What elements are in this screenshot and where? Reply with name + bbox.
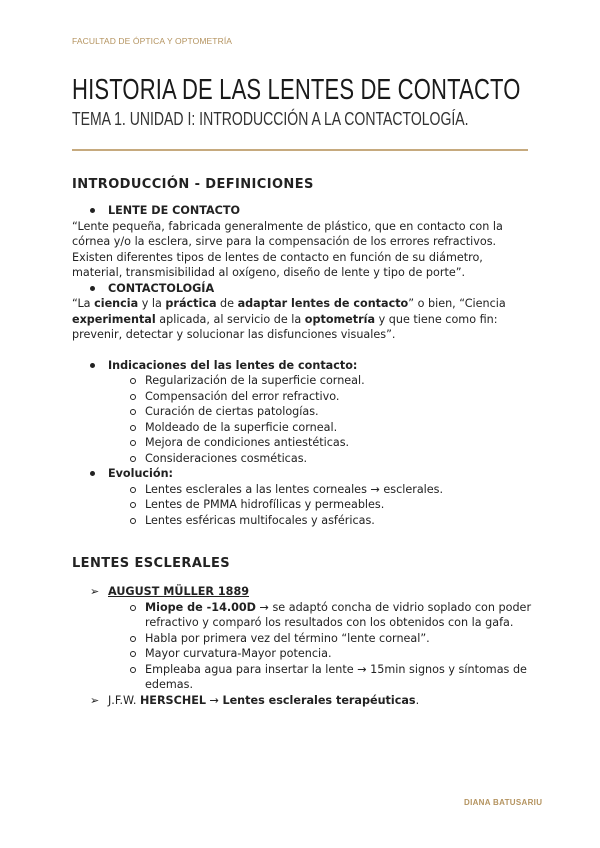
circle-bullet-icon (130, 378, 136, 384)
bullet-dot-icon (90, 471, 95, 476)
sub-item-text: Consideraciones cosméticas. (145, 451, 308, 465)
sub-item (72, 451, 532, 467)
sub-item-text: Lentes de PMMA hidrofílicas y permeables. (145, 498, 385, 511)
sub-item (72, 497, 532, 513)
circle-bullet-icon (130, 667, 136, 673)
sub-item (72, 482, 532, 498)
lente-definition: “Lente pequeña, fabricada generalmente de plástico, que en contacto con la córnea y/o la esclera, sirve para la compensación de los errores refractivos. Existen diferentes tipos de lentes de contacto en función de su diámetro, material, transmisibilidad al oxígeno, diseño de lente y tipo de porte”. (72, 219, 503, 279)
def-bold-ciencia: ciencia (94, 297, 139, 310)
sub-item-text: Lentes esféricas multifocales y asféricas. (145, 513, 375, 527)
sub-item (72, 435, 532, 451)
sub-item (72, 646, 532, 662)
herschel-arrow: → (205, 693, 223, 707)
sub-item-text: Mejora de condiciones antiestéticas. (145, 436, 350, 449)
herschel-end: . (415, 693, 420, 707)
sub-item (72, 600, 532, 631)
sub-item (72, 373, 532, 389)
bullet-indicaciones (72, 358, 532, 374)
sub-item (72, 662, 532, 693)
faculty-label: FACULTAD DE ÓPTICA Y OPTOMETRÍA (72, 36, 233, 46)
sub-item (72, 404, 532, 420)
def-bold-optometria: optometría (304, 312, 376, 326)
def-bold-experimental: experimental (72, 312, 156, 326)
bullet-dot-icon (90, 363, 95, 368)
arrow-item-herschel (72, 693, 532, 709)
sub-item (72, 631, 532, 647)
arrow-bullet-icon: ➢ (90, 585, 100, 598)
sub-item-bold: Miope de -14.00D (145, 600, 256, 614)
arrow-bullet-icon: ➢ (90, 693, 100, 707)
def-text: ” o bien, “Ciencia (408, 297, 506, 310)
def-text: de (216, 297, 238, 310)
sub-item (72, 389, 532, 405)
def-text: y la (138, 297, 166, 310)
circle-bullet-icon (130, 394, 136, 400)
lente-label: LENTE DE CONTACTO (108, 204, 240, 217)
sub-item (72, 513, 532, 529)
bullet-evolucion (72, 466, 532, 482)
circle-bullet-icon (130, 425, 136, 431)
circle-bullet-icon (130, 487, 136, 493)
sub-item-text: Curación de ciertas patologías. (145, 405, 319, 418)
section-heading-esclerales: LENTES ESCLERALES (72, 556, 231, 571)
herschel-prefix: J.F.W. (108, 693, 140, 707)
sub-item-text: Compensación del error refractivo. (145, 389, 340, 403)
sub-item-text: Empleaba agua para insertar la lente → 15min signos y síntomas de edemas. (145, 662, 527, 691)
def-text: aplicada, al servicio de la (155, 312, 305, 326)
evolucion-label: Evolución: (108, 467, 174, 480)
bullet-contactologia (72, 281, 532, 297)
sub-item-text: Lentes esclerales a las lentes corneales → esclerales. (145, 482, 444, 496)
circle-bullet-icon (130, 636, 136, 642)
page-title: HISTORIA DE LAS LENTES DE CONTACTO (72, 74, 521, 106)
sub-item-text: Moldeado de la superficie corneal. (145, 420, 338, 434)
bullet-dot-icon (90, 286, 95, 291)
contactologia-label: CONTACTOLOGÍA (108, 281, 215, 295)
circle-bullet-icon (130, 651, 136, 657)
document-body (72, 177, 532, 708)
sub-item-text: Mayor curvatura-Mayor potencia. (145, 647, 332, 660)
circle-bullet-icon (130, 440, 136, 446)
circle-bullet-icon (130, 409, 136, 415)
circle-bullet-icon (130, 518, 136, 524)
bullet-lente-de-contacto (72, 203, 532, 219)
title-divider (72, 149, 528, 151)
def-bold-adaptar: adaptar lentes de contacto (237, 297, 409, 310)
herschel-name: HERSCHEL (139, 693, 206, 707)
sub-item-text: → se adaptó concha de vidrio soplado con poder refractivo y comparó los resultados con los obtenidos con la gafa. (145, 600, 532, 629)
section-heading-intro: INTRODUCCIÓN - DEFINICIONES (72, 177, 314, 192)
contactologia-definition (72, 296, 532, 343)
arrow-item-muller (72, 584, 532, 600)
circle-bullet-icon (130, 456, 136, 462)
def-text: y que tiene como fin: prevenir, detectar y solucionar las disfunciones visuales”. (72, 312, 498, 341)
circle-bullet-icon (130, 605, 136, 611)
indicaciones-label: Indicaciones del las lentes de contacto: (108, 358, 358, 372)
bullet-dot-icon (90, 208, 95, 213)
def-bold-practica: práctica (165, 297, 217, 310)
muller-label: AUGUST MÜLLER 1889 (108, 585, 250, 598)
herschel-text: Lentes esclerales terapéuticas (222, 693, 416, 707)
sub-item (72, 420, 532, 436)
page-subtitle: TEMA 1. UNIDAD I: INTRODUCCIÓN A LA CONTACTOLOGÍA. (72, 109, 469, 129)
def-text: “La (72, 297, 95, 310)
sub-item-text: Habla por primera vez del término “lente corneal”. (145, 631, 430, 645)
spacer (72, 343, 532, 358)
sub-item-text: Regularización de la superficie corneal. (145, 374, 365, 387)
author-label: DIANA BATUSARIU (464, 798, 543, 807)
circle-bullet-icon (130, 502, 136, 508)
